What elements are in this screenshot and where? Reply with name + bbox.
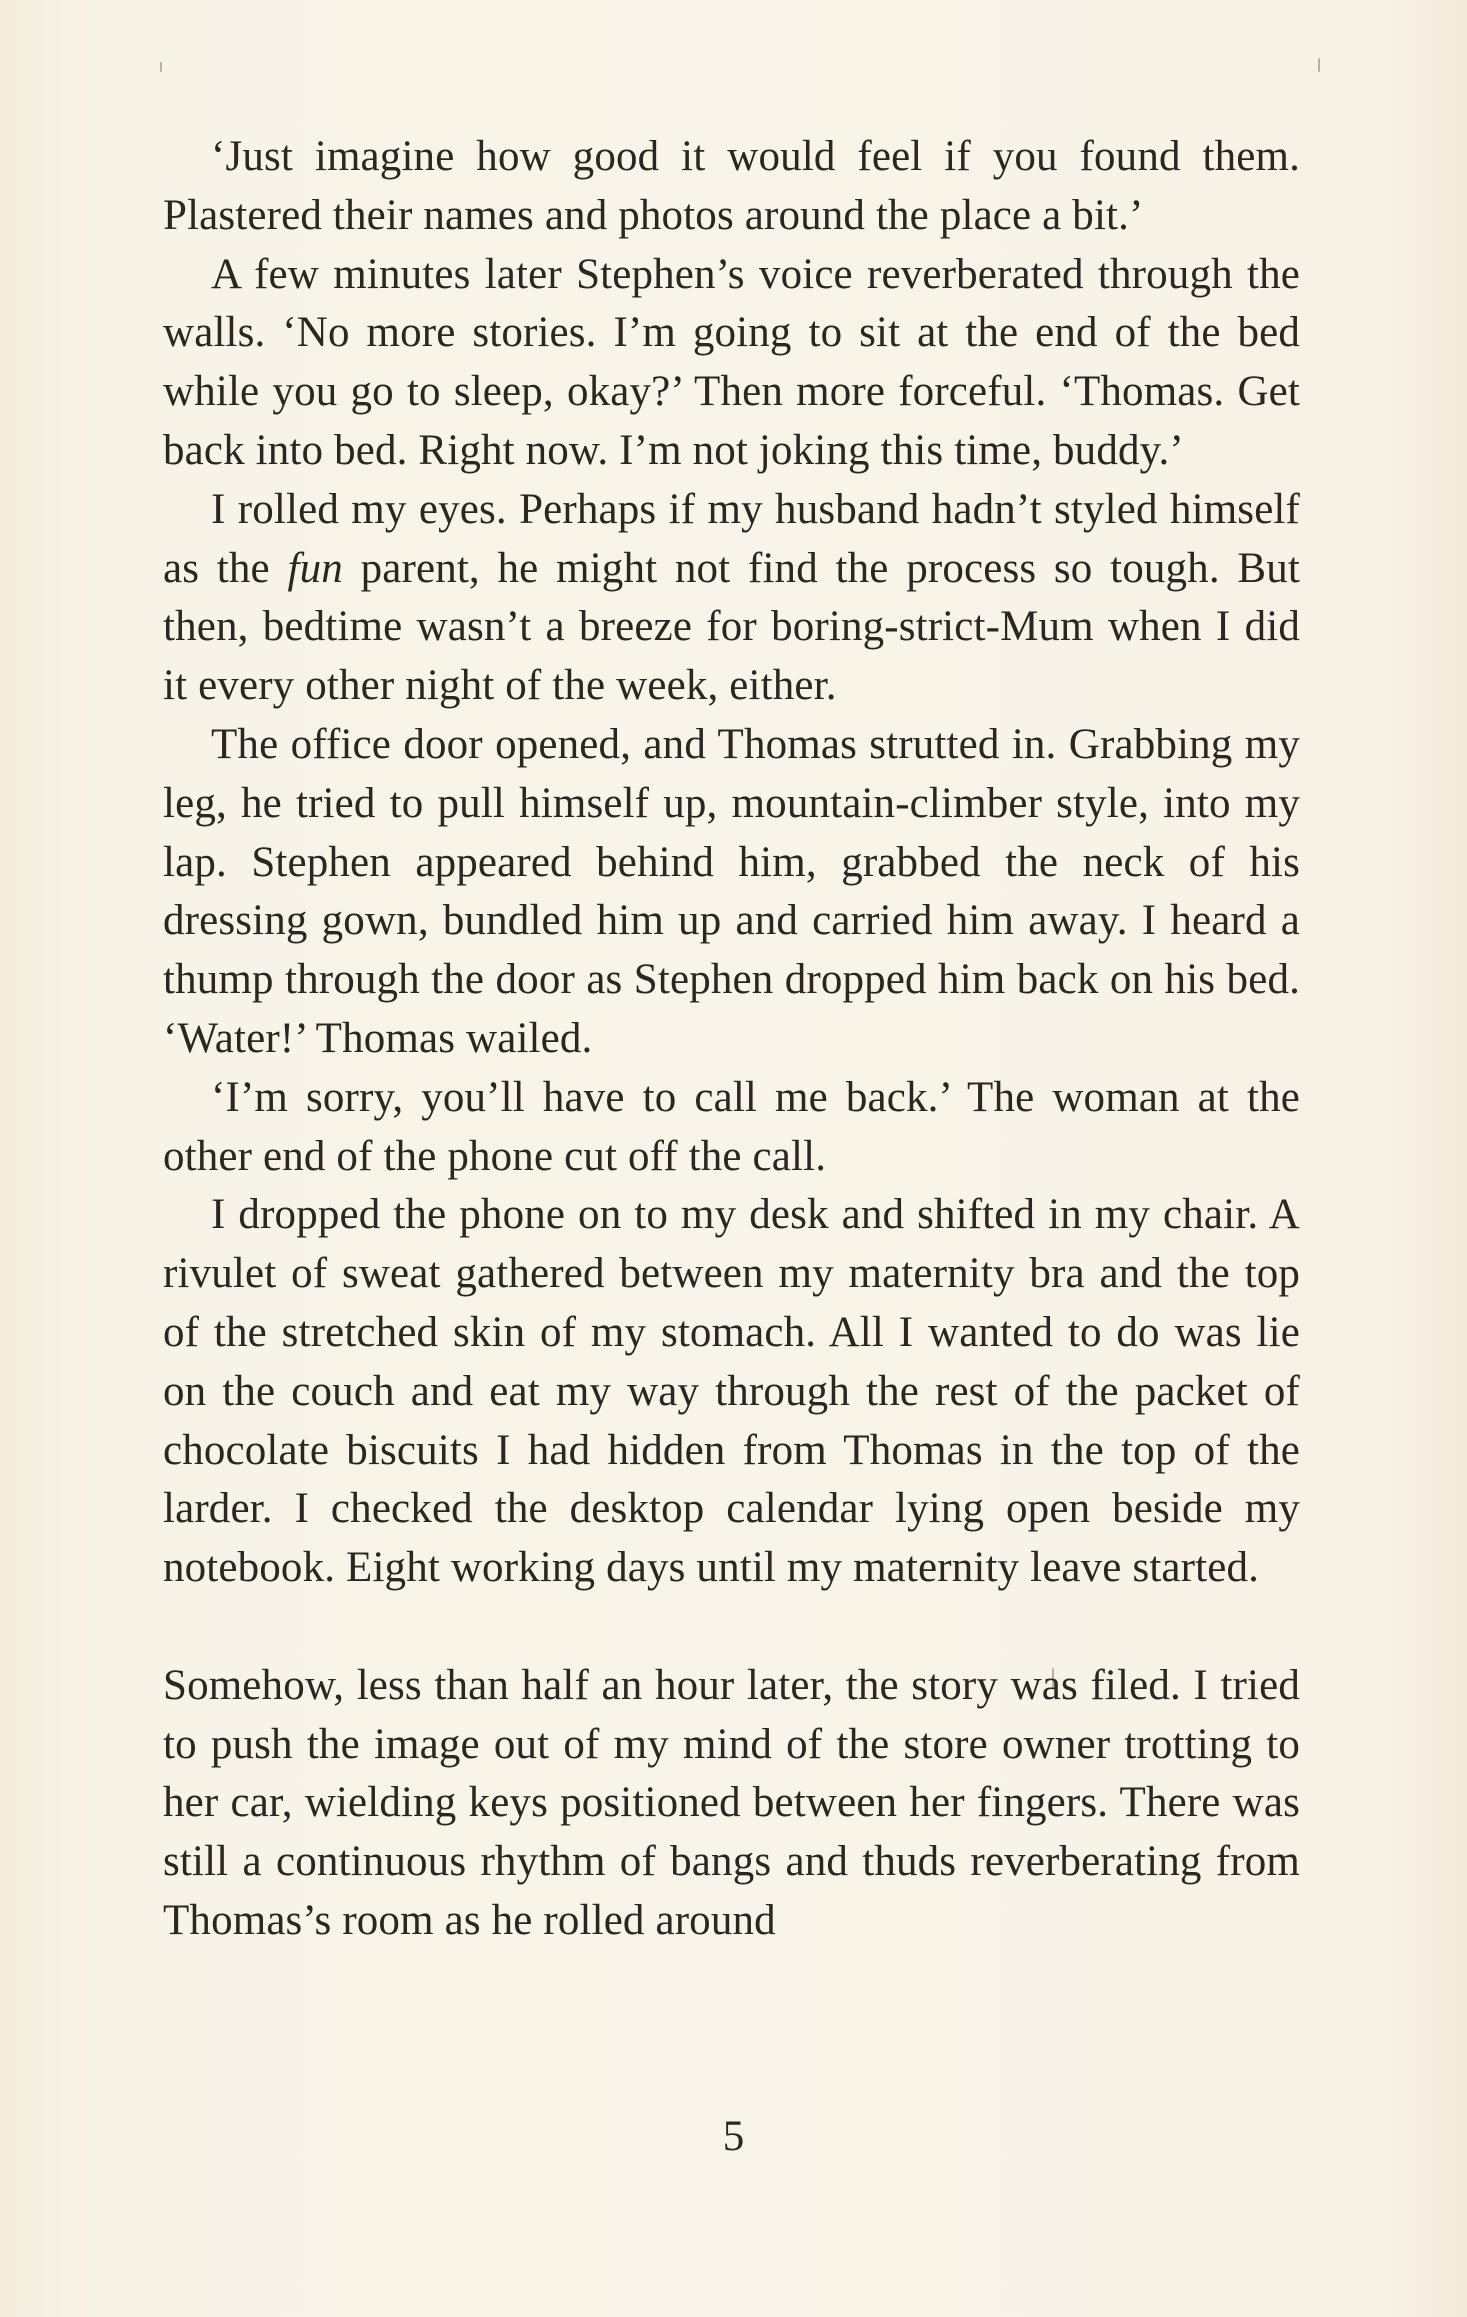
paper-speck [1318,58,1320,72]
paragraph [163,481,1300,716]
paragraph-text: parent, he might not find the process so tough. But then, bedtime wasn’t a breeze for boring-strict-Mum when I did it every other night of the week, either. [163,544,1300,710]
paragraph: The office door opened, and Thomas strutted in. Grabbing my leg, he tried to pull himself up, mountain-climber style, into my lap. Stephen appeared behind him, grabbed the neck of his dressing gown, bundled him up and carried him away. I heard a thump through the door as Stephen dropped him back on his bed. ‘Water!’ Thomas wailed. [163,720,1300,1062]
paragraph: ‘I’m sorry, you’ll have to call me back.’ The woman at the other end of the phone cut off the call. [163,1073,1300,1180]
paragraph: ‘Just imagine how good it would feel if you found them. Plastered their names and photos around the place a bit.’ [163,133,1300,239]
paper-speck [160,62,162,72]
paragraph: I dropped the phone on to my desk and shifted in my chair. A rivulet of sweat gathered between my maternity bra and the top of the stretched skin of my stomach. All I wanted to do was lie on the couch and eat my way through the rest of the packet of chocolate biscuits I had hidden from Thomas in the top of the larder. I checked the desktop calendar lying open beside my notebook. Eight working days until my maternity leave started. [163,1191,1300,1592]
emphasized-word: fun [287,544,343,592]
paragraph: A few minutes later Stephen’s voice reverberated through the walls. ‘No more stories. I’m going to sit at the end of the bed while you go to sleep, okay?’ Then more forceful. ‘Thomas. Get back into bed. Right now. I’m not joking this time, buddy.’ [163,250,1300,474]
body-text [163,128,1300,1951]
paragraph: Somehow, less than half an hour later, the story was filed. I tried to push the image out of my mind of the store owner trotting to her car, wielding keys positioned between her fingers. There was still a continuous rhythm of bangs and thuds reverberating from Thomas’s room as he rolled around [163,1661,1300,1944]
paragraph-text: I rolled my eyes. Perhaps if my husband hadn’t styled himself as the [163,485,1300,592]
page-number: 5 [722,2113,745,2160]
section-break [163,1598,1300,1657]
